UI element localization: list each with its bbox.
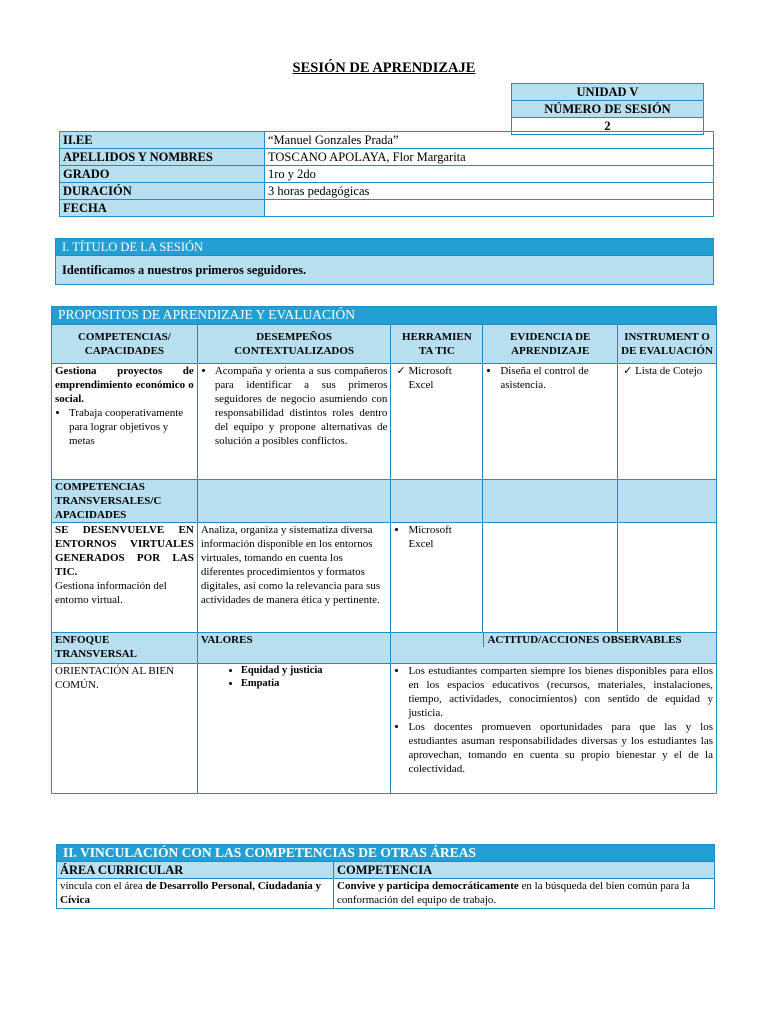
transversales-empty-2: [391, 480, 483, 523]
info-value-fecha: [265, 200, 714, 217]
col-competencia: COMPETENCIA: [334, 862, 715, 879]
info-value-duracion: 3 horas pedagógicas: [265, 183, 714, 200]
transversales-empty-3: [483, 480, 618, 523]
titulo-text: Identificamos a nuestros primeros seguidores.: [56, 256, 714, 285]
area-value: [57, 879, 334, 909]
transversales-label: COMPETENCIAS TRANSVERSALES/C APACIDADES: [52, 480, 198, 523]
evidencia-1: [483, 364, 618, 480]
desempeno-1: [197, 364, 391, 480]
numero-sesion-label: NÚMERO DE SESIÓN: [512, 101, 704, 118]
valor-item: • Empatía: [241, 677, 388, 690]
instrumento-1-text: ✓ Lista de Cotejo: [621, 364, 713, 378]
col-evidencia: EVIDENCIA DE APRENDIZAJE: [483, 325, 618, 364]
accion-item: • Los estudiantes comparten siempre los bienes disponibles para ellos en los espacios educativos (recursos, materiales, instalaciones, tiempo, actividades, conocimientos) con sentido de equidad y justicia.: [408, 664, 713, 720]
competencia-2-sub: Gestiona información del entorno virtual.: [55, 580, 167, 606]
info-value-nombres: TOSCANO APOLAYA, Flor Margarita: [265, 149, 714, 166]
competencia-1: [52, 364, 198, 480]
herramienta-2: [391, 523, 483, 633]
herramienta-1: [391, 364, 483, 480]
valores-list: [197, 664, 391, 794]
info-label-fecha: FECHA: [60, 200, 265, 217]
unit-table: [511, 83, 704, 135]
desempeno-2: Analiza, organiza y sistematiza diversa información disponible en los entornos virtuales, tomando en cuenta los diferentes procedimientos y formatos digitales, así como la relevancia para sus actividades de manera ética y pertinente.: [197, 523, 391, 633]
valores-label: VALORES: [197, 633, 391, 664]
herramienta-2-text: • Microsoft Excel: [408, 523, 479, 551]
herramienta-1-text: ✓ Microsoft Excel: [394, 364, 479, 392]
area-pre: vincula con el área: [60, 880, 146, 892]
actitud-header-row: [391, 633, 717, 664]
acciones-list: [391, 664, 717, 794]
vinculacion-table: [56, 844, 715, 909]
info-label-nombres: APELLIDOS Y NOMBRES: [60, 149, 265, 166]
competencia-1-item: • Trabaja cooperativamente para lograr objetivos y metas: [69, 406, 194, 448]
titulo-header: I. TÍTULO DE LA SESIÓN: [56, 239, 714, 256]
desempeno-1-text: • Acompaña y orienta a sus compañeros para identificar a sus primeros seguidores de negocio asumiendo con responsabilidad distintos roles dentro del equipo y propone alternativas de solución a posibles conflictos.: [215, 364, 388, 448]
evidencia-2-empty: [483, 523, 618, 633]
competencia-2: [52, 523, 198, 633]
col-instrumento: INSTRUMENT O DE EVALUACIÓN: [618, 325, 717, 364]
actitud-spacer: [391, 633, 484, 647]
vinculacion-header: II. VINCULACIÓN CON LAS COMPETENCIAS DE OTRAS ÁREAS: [57, 845, 715, 862]
propositos-table: [51, 306, 717, 794]
info-value-grado: 1ro y 2do: [265, 166, 714, 183]
enfoque-label: ENFOQUE TRANSVERSAL: [52, 633, 198, 664]
propositos-header: PROPOSITOS DE APRENDIZAJE Y EVALUACIÓN: [52, 307, 717, 325]
competencia-bold: Convive y participa democráticamente: [337, 880, 519, 892]
info-label-duracion: DURACIÓN: [60, 183, 265, 200]
area-bold: de Desarrollo Personal, Ciudadanía y Cívica: [60, 880, 322, 906]
transversales-empty-1: [197, 480, 391, 523]
valor-item: • Equidad y justicia: [241, 664, 388, 677]
info-label-grado: GRADO: [60, 166, 265, 183]
titulo-section: [55, 238, 714, 285]
instrumento-2-empty: [618, 523, 717, 633]
col-desempenos: DESEMPEÑOS CONTEXTUALIZADOS: [197, 325, 391, 364]
info-label-iiee: II.EE: [60, 132, 265, 149]
competencia-2-title: SE DESENVUELVE EN ENTORNOS VIRTUALES GENERADOS POR LAS TIC.: [55, 524, 194, 578]
competencia-rest: en la búsqueda del bien común para la conformación del equipo de trabajo.: [337, 880, 690, 906]
info-table: [59, 131, 714, 217]
numero-sesion-value: 2: [512, 118, 704, 135]
col-herramienta: HERRAMIEN TA TIC: [391, 325, 483, 364]
competencia-value: [334, 879, 715, 909]
col-area-curricular: ÁREA CURRICULAR: [57, 862, 334, 879]
enfoque-value: ORIENTACIÓN AL BIEN COMÚN.: [52, 664, 198, 794]
instrumento-1: [618, 364, 717, 480]
page-title: SESIÓN DE APRENDIZAJE: [292, 60, 476, 76]
evidencia-1-text: • Diseña el control de asistencia.: [500, 364, 614, 392]
actitud-label: ACTITUD/ACCIONES OBSERVABLES: [487, 634, 682, 646]
col-competencias: COMPETENCIAS/ CAPACIDADES: [52, 325, 198, 364]
info-value-iiee: “Manuel Gonzales Prada”: [265, 132, 714, 149]
accion-item: • Los docentes promueven oportunidades para que las y los estudiantes asuman responsabilidades diversas y los estudiantes las aprovechan, tomando en cuenta su propio bienestar y el de la colectividad.: [408, 720, 713, 776]
transversales-empty-4: [618, 480, 717, 523]
unidad-cell: UNIDAD V: [512, 84, 704, 101]
competencia-1-title: Gestiona proyectos de emprendimiento económico o social.: [55, 365, 194, 405]
